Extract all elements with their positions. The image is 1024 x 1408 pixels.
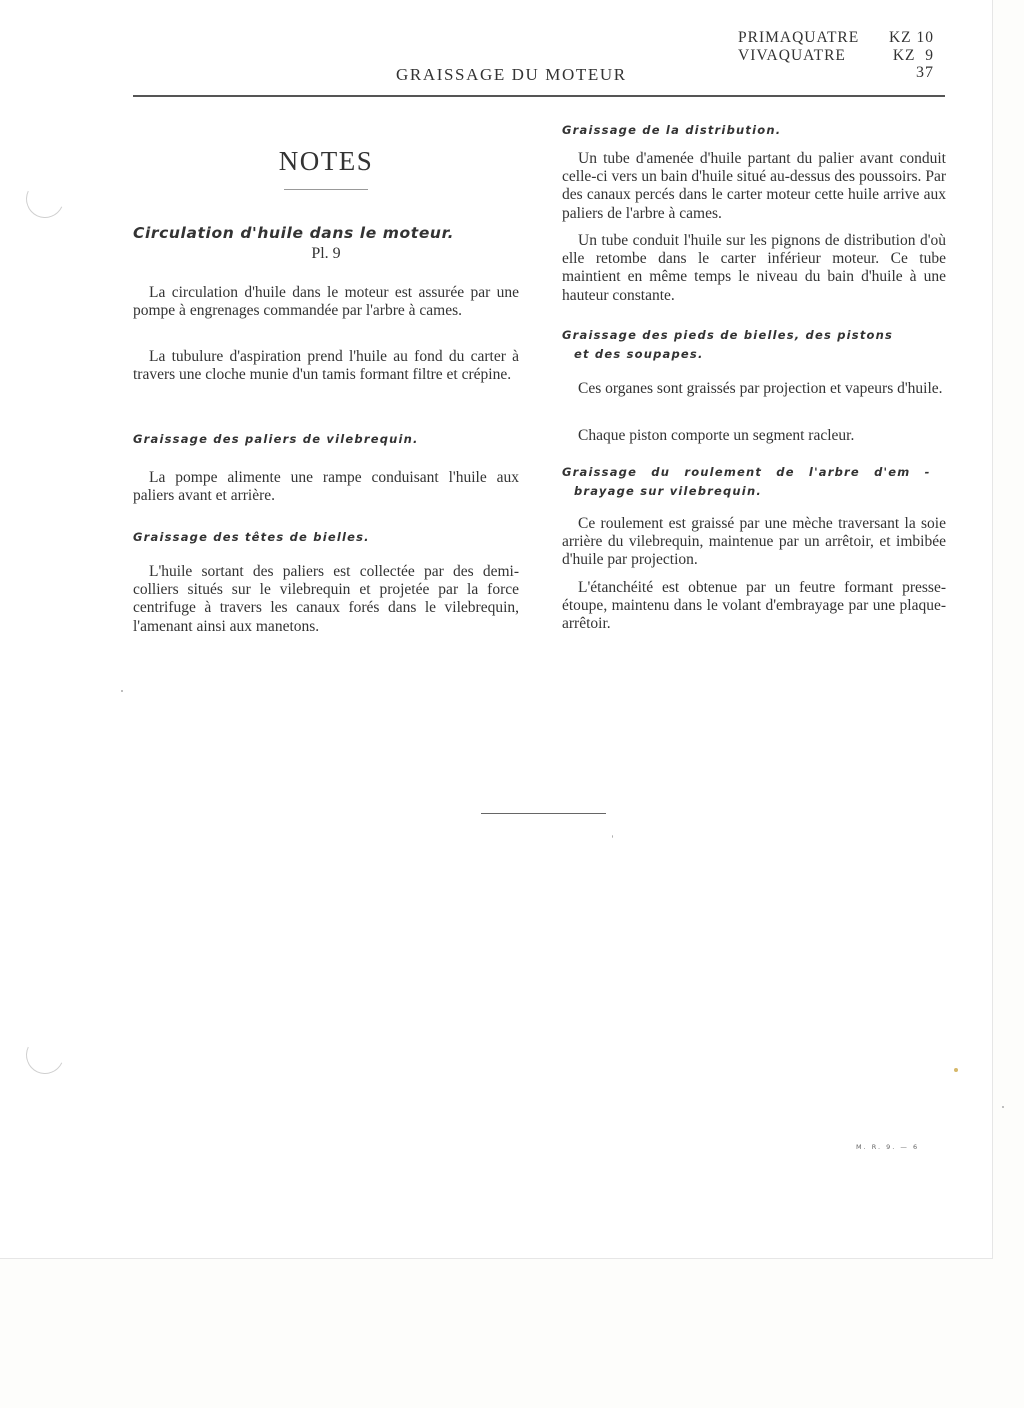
paragraph-distribution-1: Un tube d'amenée d'huile partant du palier avant conduit celle-ci vers un bain d'huile situé au-dessus des poussoirs. Par des canaux percés dans le carter moteur cette huile arrive aux paliers de l'arbre à cames. xyxy=(562,150,946,222)
model-name-1: PRIMAQUATRE xyxy=(738,29,860,46)
paragraph-tetes-bielles-1: L'huile sortant des paliers est collectée par des demi-colliers situés sur le vilebrequin et projetée par la force centrifuge à travers les canaux forés dans le vilebrequin, l'amenant ainsi aux manetons. xyxy=(133,563,519,635)
paper-speck xyxy=(954,1068,958,1072)
model-code-2: KZ 9 xyxy=(892,47,934,64)
heading-pieds-bielles-line-1: Graissage des pieds de bielles, des pistons xyxy=(562,328,894,342)
heading-pieds-bielles xyxy=(562,326,946,364)
heading-tetes-bielles: Graissage des têtes de bielles. xyxy=(133,530,370,544)
paper-speck xyxy=(1002,1106,1004,1108)
notes-title: NOTES xyxy=(278,146,374,176)
model-line-1 xyxy=(738,29,934,47)
model-code-1: KZ 10 xyxy=(888,29,934,46)
end-rule xyxy=(481,813,606,814)
plate-reference: Pl. 9 xyxy=(311,245,341,262)
paper-speck xyxy=(121,690,123,692)
heading-roulement-line-2: brayage sur vilebrequin. xyxy=(574,484,762,498)
heading-roulement xyxy=(562,463,946,501)
model-name-2: VIVAQUATRE xyxy=(738,47,846,64)
paragraph-distribution-2: Un tube conduit l'huile sur les pignons de distribution d'où elle retombe dans le carter inférieur moteur. Ce tube maintient en même temps le niveau du bain d'huile à une hauteur constante. xyxy=(562,232,946,304)
heading-circulation: Circulation d'huile dans le moteur. xyxy=(133,224,455,242)
punch-hole-bottom xyxy=(21,1031,70,1080)
heading-roulement-line-1: Graissage du roulement de l'arbre d'em - xyxy=(562,465,931,479)
paragraph-pieds-bielles-1: Ces organes sont graissés par projection et vapeurs d'huile. xyxy=(578,380,943,397)
punch-hole-top xyxy=(21,175,70,224)
heading-distribution: Graissage de la distribution. xyxy=(562,123,782,137)
page-number: 37 xyxy=(916,64,934,81)
paragraph-paliers-1: La pompe alimente une rampe conduisant l'huile aux paliers avant et arrière. xyxy=(133,469,519,505)
section-title: GRAISSAGE DU MOTEUR xyxy=(396,65,627,84)
paragraph-roulement-1: Ce roulement est graissé par une mèche traversant la soie arrière du vilebrequin, maintenue par un arrêtoir, et imbibée d'huile par projection. xyxy=(562,515,946,569)
header-rule xyxy=(133,95,945,97)
paragraph-roulement-2: L'étanchéité est obtenue par un feutre formant presse-étoupe, maintenu dans le volant d'embrayage par une plaque-arrêtoir. xyxy=(562,579,946,633)
footer-reference: M. R. 9. — 6 xyxy=(856,1143,920,1151)
paragraph-circulation-2: La tubulure d'aspiration prend l'huile au fond du carter à travers une cloche munie d'un tamis formant filtre et crépine. xyxy=(133,348,519,384)
heading-paliers: Graissage des paliers de vilebrequin. xyxy=(133,432,419,446)
paragraph-circulation-1: La circulation d'huile dans le moteur est assurée par une pompe à engrenages commandée par l'arbre à cames. xyxy=(133,284,519,320)
heading-pieds-bielles-line-2: et des soupapes. xyxy=(574,347,704,361)
model-list xyxy=(738,29,934,65)
paper-speck xyxy=(612,835,613,838)
paragraph-pieds-bielles-2: Chaque piston comporte un segment racleur. xyxy=(578,427,855,444)
notes-rule xyxy=(284,189,368,190)
model-line-2 xyxy=(738,47,934,65)
